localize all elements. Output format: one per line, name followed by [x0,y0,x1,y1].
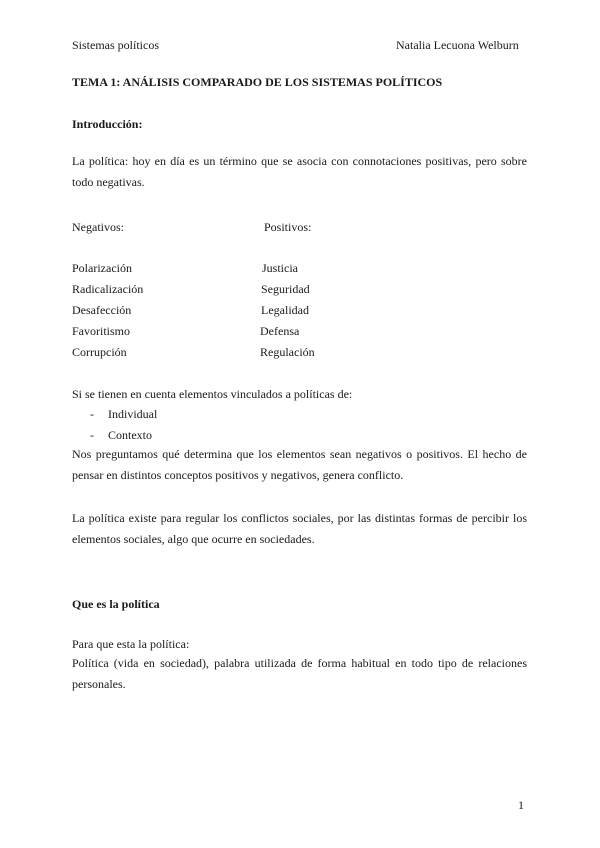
positive-item: Justicia [262,261,298,275]
positive-item: Legalidad [261,303,309,317]
positive-item: Seguridad [261,282,310,296]
negative-item: Radicalización [72,282,144,296]
negative-item: Corrupción [72,345,127,359]
dash-bullet: - [90,407,94,421]
politics-paragraph: Política (vida en sociedad), palabra utilizada de forma habitual en todo tipo de relaciones personales. [72,656,527,691]
dash-bullet: - [90,428,94,442]
section-lead: Para que esta la política: [72,637,190,651]
negative-item: Desafección [72,303,132,317]
positives-header: Positivos: [264,220,312,234]
positive-item: Regulación [260,345,315,359]
negative-item: Favoritismo [72,324,131,338]
intro-heading: Introducción: [72,117,143,131]
list-item-text: Individual [108,407,158,421]
elements-lead: Si se tienen en cuenta elementos vinculados a políticas de: [72,387,353,401]
positive-item: Defensa [260,324,300,338]
negatives-header: Negativos: [72,220,124,234]
regulation-paragraph: La política existe para regular los conflictos sociales, por las distintas formas de percibir los elementos sociales, algo que ocurre en sociedades. [72,511,527,546]
negative-item: Polarización [72,261,132,275]
list-item-text: Contexto [108,428,152,442]
header-course: Sistemas políticos [72,38,159,52]
page-number: 1 [518,798,524,812]
section-heading: Que es la política [72,597,160,611]
question-paragraph: Nos preguntamos qué determina que los elementos sean negativos o positivos. El hecho de pensar en distintos conceptos positivos y negativos, genera conflicto. [72,447,527,482]
document-title: TEMA 1: ANÁLISIS COMPARADO DE LOS SISTEMAS POLÍTICOS [72,75,443,89]
header-author: Natalia Lecuona Welburn [396,38,519,52]
intro-paragraph: La política: hoy en día es un término que se asocia con connotaciones positivas, pero sobre todo negativas. [72,154,527,189]
